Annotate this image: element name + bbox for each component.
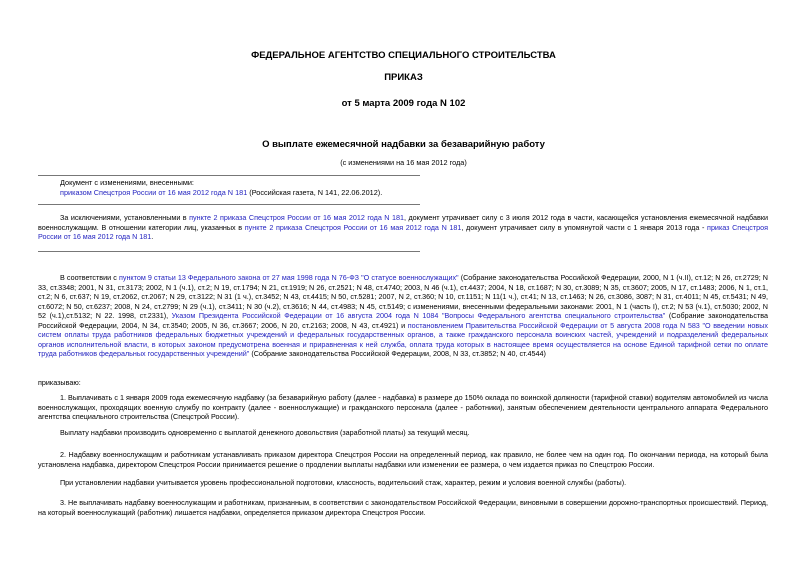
exceptions-note (38, 213, 768, 242)
changes-tail: (Российская газета, N 141, 22.06.2012). (247, 187, 383, 197)
changes-line (60, 188, 480, 198)
divider (38, 251, 420, 252)
changes-note (60, 178, 480, 197)
changes-intro: Документ с изменениями, внесенными: (60, 178, 194, 187)
paragraph-2b: При установлении надбавки учитывается уровень профессиональной подготовки, классность, водительский стаж, характер, режим и условия военной службы (работы). (60, 478, 627, 487)
exception-link-2[interactable]: пункте 2 приказа Спецстроя России от 16 мая 2012 года N 181 (244, 222, 462, 232)
document-subtitle: (с изменениями на 16 мая 2012 года) (340, 158, 467, 167)
agency-name: ФЕДЕРАЛЬНОЕ АГЕНТСТВО СПЕЦИАЛЬНОГО СТРОИТЕЛЬСТВА (251, 50, 556, 61)
divider (38, 175, 420, 176)
exception-link-3[interactable]: приказ Спецстроя России от 16 мая 2012 года N 181 (38, 222, 769, 241)
paragraph-1b: Выплату надбавки производить одновременно с выплатой денежного довольствия (заработной платы) за текущий месяц. (60, 428, 470, 437)
government-resolution-link[interactable]: постановлением Правительства Российской Федерации от 5 августа 2008 года N 583 "О введении новых систем оплаты труда работников федеральных бюджетных учреждений и федеральных государственных органов, а также гражданского персонала воинских частей, учреждений и подразделений федеральных органов исполнительной власти, в которых законом предусмотрена военная и приравненная к ней служба, оплата труда которых в настоящее время осуществляется на основе Единой тарифной сетки по оплате труда работников федеральных государственных учреждений" (38, 320, 769, 358)
orders-word: приказываю: (38, 378, 81, 387)
document-type: ПРИКАЗ (384, 72, 423, 83)
preamble-text: (Собрание законодательства Российской Федерации, 2000, N 1 (ч.II), ст.12; N 26, ст.2729; N 33, ст.3348; 2001, N 31, ст.3173; 2002, N 1 (ч.1), ст.2; N 19, ст.1794; N 21, ст.1919; N 26, ст.2521; N 48, ст.4740; 2003, N 46 (ч.1), ст.4437; 2004, N 18, ст.1687; N 30, ст.3089; N 35, ст.3607; 2005, N 17, ст.1483; 2006, N 1, ст.1, ст.2; N 6, ст.637; N 19, ст.2062, ст.2067; N 29, ст.3122; N 31 (1 ч.), ст.3452; N 43, ст.4415; N 50, ст.5281; 2007, N 2, ст.360; N 10, ст.1151; N 11(1 ч.), ст.41; N 13, ст.1463; N 26, ст.3086, 3087; N 31, ст.4011; N 45, ст.5431; N 49, ст.6072; N 50, ст.6237; 2008, N 24, ст.2799; N 29 (ч.1), ст.3411; N 30 (ч.2), ст.3616; N 44, ст.4983; N 45, ст.5149; с изменениями, внесенными федеральными законами: 2001, N 1 (часть I), ст.2; N 53 (ч.1), ст.5030; 2002, N 52 (ч.1),ст.5132; N 22. 1998, ст.2331), (38, 273, 768, 320)
amending-order-link[interactable]: приказом Спецстроя России от 16 мая 2012 года N 181 (60, 187, 248, 197)
exception-link-1[interactable]: пункте 2 приказа Спецстроя России от 16 мая 2012 года N 181 (189, 213, 404, 222)
exceptions-text: За исключениями, установленными в (60, 213, 190, 222)
document-title: О выплате ежемесячной надбавки за безаварийную работу (262, 139, 545, 150)
preamble-text: (Собрание законодательства Российской Федерации, 2004, N 34, ст.3540; 2005, N 36, ст.3667; 2006, N 20, ст.2163; 2008, N 43, ст.4921) и (38, 311, 768, 330)
federal-law-link[interactable]: пунктом 9 статьи 13 Федерального закона от 27 мая 1998 года N 76-ФЗ "О статусе военнослужащих" (118, 273, 459, 282)
document-date: от 5 марта 2009 года N 102 (341, 98, 466, 109)
paragraph-3: 3. Не выплачивать надбавку военнослужащим и работникам, признанным, в соответствии с законодательством Российской Федерации, виновными в совершении дорожно-транспортных происшествий. Период, на который военнослужащий (работник) лишается надбавки, определяется приказом директора Спецстроя России. (38, 498, 768, 517)
divider (38, 204, 420, 205)
exceptions-text: . (151, 232, 154, 241)
exceptions-text: , документ утрачивает силу с 3 июля 2012 года в части, касающейся установления ежемесячной надбавки военнослужащим. В отношении категории лиц, указанных в (38, 213, 768, 232)
paragraph-1: 1. Выплачивать с 1 января 2009 года ежемесячную надбавку (за безаварийную работу (далее - надбавка) в размере до 150% оклада по воинской должности (тарифной ставки) водителям автомобилей из числа военнослужащих, проходящих военную службу по контракту (далее - военнослужащие) и гражданского персонала (далее - работники), занятым обеспечением деятельности центрального аппарата Федерального агентства специального строительства (Спецстрой России). (38, 393, 768, 421)
exceptions-text: , документ утрачивает силу в упомянутой части с 1 января 2013 года - (461, 222, 708, 232)
presidential-decree-link[interactable]: Указом Президента Российской Федерации от 16 августа 2004 года N 1084 "Вопросы Федерального агентства специального строительства" (171, 311, 666, 320)
preamble-text: В соответствии с (60, 273, 119, 282)
paragraph-2: 2. Надбавку военнослужащим и работникам устанавливать приказом директора Спецстроя России на определенный период, как правило, не более чем на один год. По окончании периода, на который была установлена надбавка, директором Спецстроя России принимается решение о продлении выплаты надбавки или изменении ее размера, о чем издается приказ по Спецстрою России. (38, 450, 768, 469)
preamble-text: (Собрание законодательства Российской Федерации, 2008, N 33, ст.3852; N 40, ст.4544) (249, 349, 546, 358)
preamble (38, 273, 768, 359)
